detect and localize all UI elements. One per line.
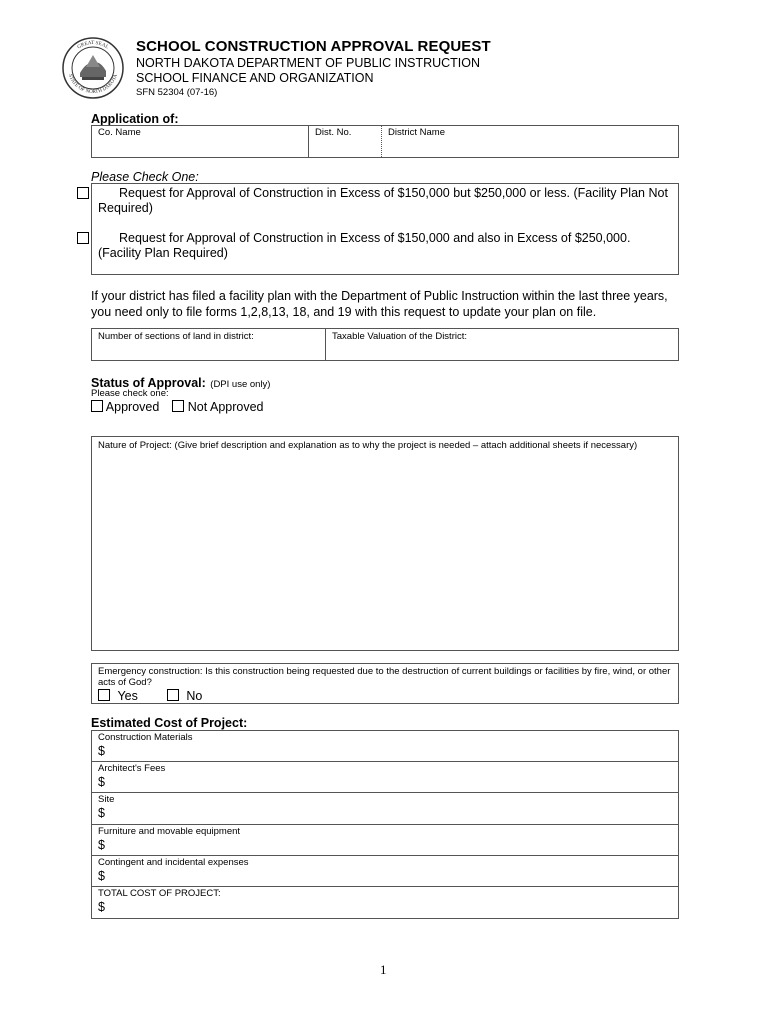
- cost-row-total[interactable]: [92, 887, 678, 918]
- page-number: 1: [380, 962, 387, 977]
- option-under-250k: [98, 186, 668, 216]
- cost-value: $: [98, 744, 105, 758]
- application-heading: Application of:: [91, 112, 179, 126]
- dist-no-field[interactable]: [309, 126, 382, 157]
- district-info-table: [91, 328, 679, 361]
- option-under-250k-checkbox[interactable]: [77, 187, 89, 199]
- option-under-250k-label: Request for Approval of Construction in Excess of $150,000 but $250,000 or less. (Facility Plan Not Required): [98, 186, 668, 215]
- co-name-label: Co. Name: [98, 127, 141, 138]
- district-name-label: District Name: [388, 127, 446, 138]
- state-seal-icon: [62, 37, 124, 99]
- division-name: SCHOOL FINANCE AND ORGANIZATION: [136, 71, 374, 85]
- seal-text-bottom: STATE OF NORTH DAKOTA: [66, 73, 120, 96]
- cost-label: Furniture and movable equipment: [98, 826, 241, 837]
- form-number: SFN 52304 (07-16): [136, 87, 218, 98]
- co-name-field[interactable]: [92, 126, 309, 157]
- cost-row-site[interactable]: [92, 793, 678, 825]
- cost-row-construction-materials[interactable]: [92, 731, 678, 762]
- taxable-valuation-label: Taxable Valuation of the District:: [332, 331, 468, 342]
- sections-of-land-field[interactable]: [92, 329, 326, 360]
- nature-of-project-label: Nature of Project: (Give brief description and explanation as to why the project is needed – attach additional sheets if necessary): [98, 440, 638, 451]
- application-table: [91, 125, 679, 158]
- emergency-no-checkbox[interactable]: [167, 689, 179, 701]
- check-one-heading: Please Check One:: [91, 170, 199, 184]
- dist-no-label: Dist. No.: [315, 127, 352, 138]
- status-heading-label: Status of Approval:: [91, 376, 206, 390]
- cost-label: Contingent and incidental expenses: [98, 857, 249, 868]
- option-over-250k-label: Request for Approval of Construction in Excess of $150,000 and also in Excess of $250,000. (Facility Plan Required): [98, 231, 631, 260]
- cost-value: $: [98, 775, 105, 789]
- cost-row-furniture[interactable]: [92, 825, 678, 856]
- emergency-yes-checkbox[interactable]: [98, 689, 110, 701]
- emergency-box: [91, 663, 679, 704]
- option-over-250k: [98, 231, 668, 261]
- svg-text:GREAT SEAL: [76, 40, 109, 51]
- sections-of-land-label: Number of sections of land in district:: [98, 331, 254, 342]
- cost-value: $: [98, 869, 105, 883]
- cost-value: $: [98, 900, 105, 914]
- taxable-valuation-field[interactable]: [326, 329, 678, 360]
- not-approved-label: Not Approved: [187, 400, 264, 414]
- approved-label: Approved: [105, 400, 160, 414]
- district-name-field[interactable]: [382, 126, 678, 157]
- status-heading-note: (DPI use only): [210, 379, 271, 390]
- cost-value: $: [98, 838, 105, 852]
- emergency-question: Emergency construction: Is this construction being requested due to the destruction of current buildings or facilities by fire, wind, or other acts of God?: [98, 666, 671, 688]
- emergency-yes-label: Yes: [117, 689, 138, 703]
- cost-label: Site: [98, 794, 115, 805]
- estimated-cost-heading: Estimated Cost of Project:: [91, 716, 248, 730]
- option-over-250k-checkbox[interactable]: [77, 232, 89, 244]
- check-one-box: [91, 183, 679, 275]
- emergency-no-label: No: [186, 689, 203, 703]
- seal-text-top: GREAT SEAL: [76, 39, 110, 51]
- not-approved-checkbox[interactable]: [172, 400, 184, 412]
- cost-label: Construction Materials: [98, 732, 193, 743]
- estimated-cost-table: [91, 730, 679, 919]
- facility-plan-note: If your district has filed a facility plan with the Department of Public Instruction within the last three years, you need only to file forms 1,2,8,13, 18, and 19 with this request to update your plan on file.: [91, 289, 668, 319]
- cost-value: $: [98, 806, 105, 820]
- approved-checkbox[interactable]: [91, 400, 103, 412]
- emergency-options: [98, 689, 202, 703]
- cost-label: TOTAL COST OF PROJECT:: [98, 888, 221, 899]
- status-options: [91, 400, 264, 414]
- department-name: NORTH DAKOTA DEPARTMENT OF PUBLIC INSTRUCTION: [136, 56, 481, 70]
- form-title: SCHOOL CONSTRUCTION APPROVAL REQUEST: [136, 38, 491, 55]
- cost-row-contingent[interactable]: [92, 856, 678, 887]
- cost-label: Architect's Fees: [98, 763, 166, 774]
- cost-row-architects-fees[interactable]: [92, 762, 678, 793]
- status-please-check: Please check one:: [91, 388, 169, 399]
- nature-of-project-field[interactable]: [91, 436, 679, 651]
